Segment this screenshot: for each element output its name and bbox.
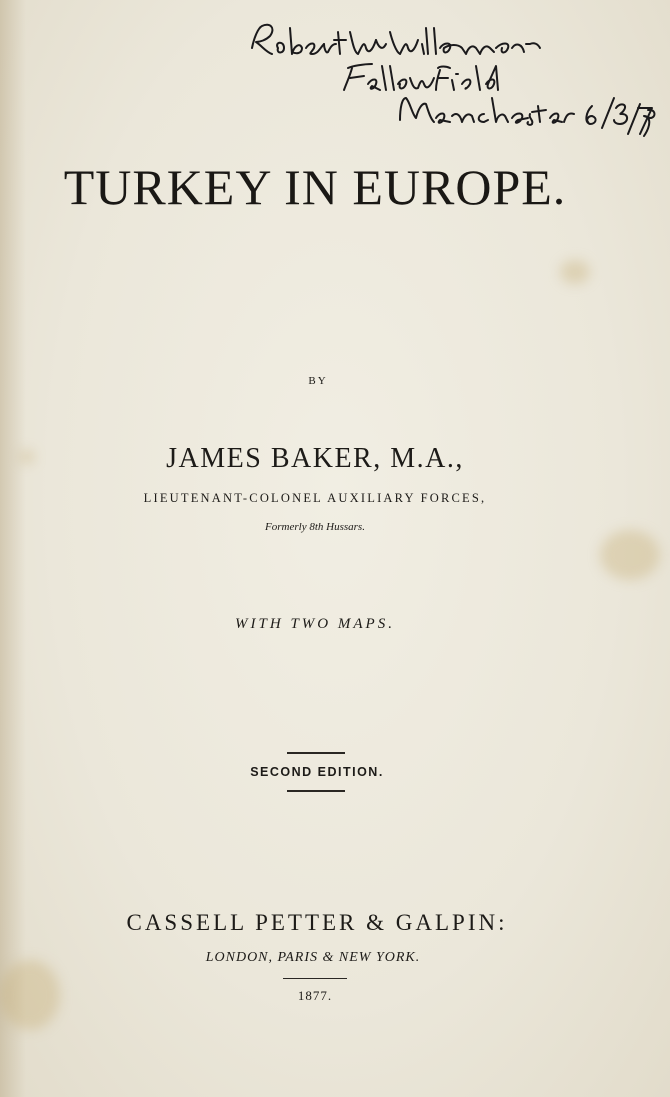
foxing-spot — [560, 260, 590, 284]
edition-rule-top — [287, 752, 345, 754]
edition-label: SECOND EDITION. — [250, 765, 384, 779]
book-title: TURKEY IN EUROPE. — [63, 159, 567, 215]
edition-rule-bottom — [287, 790, 345, 792]
byline: BY — [308, 375, 328, 387]
author-rank: LIEUTENANT-COLONEL AUXILIARY FORCES, — [143, 491, 487, 505]
author-former-post: Formerly 8th Hussars. — [265, 521, 365, 533]
publication-year: 1877. — [297, 988, 333, 1003]
author-name: JAMES BAKER, M.A., — [166, 443, 464, 474]
maps-note: WITH TWO MAPS. — [235, 616, 395, 632]
publisher-name: CASSELL PETTER & GALPIN: — [126, 910, 508, 935]
foxing-spot — [600, 530, 660, 580]
handwritten-inscription — [240, 18, 660, 148]
publisher-places: LONDON, PARIS & NEW YORK. — [205, 950, 421, 965]
imprint-rule — [283, 978, 347, 979]
